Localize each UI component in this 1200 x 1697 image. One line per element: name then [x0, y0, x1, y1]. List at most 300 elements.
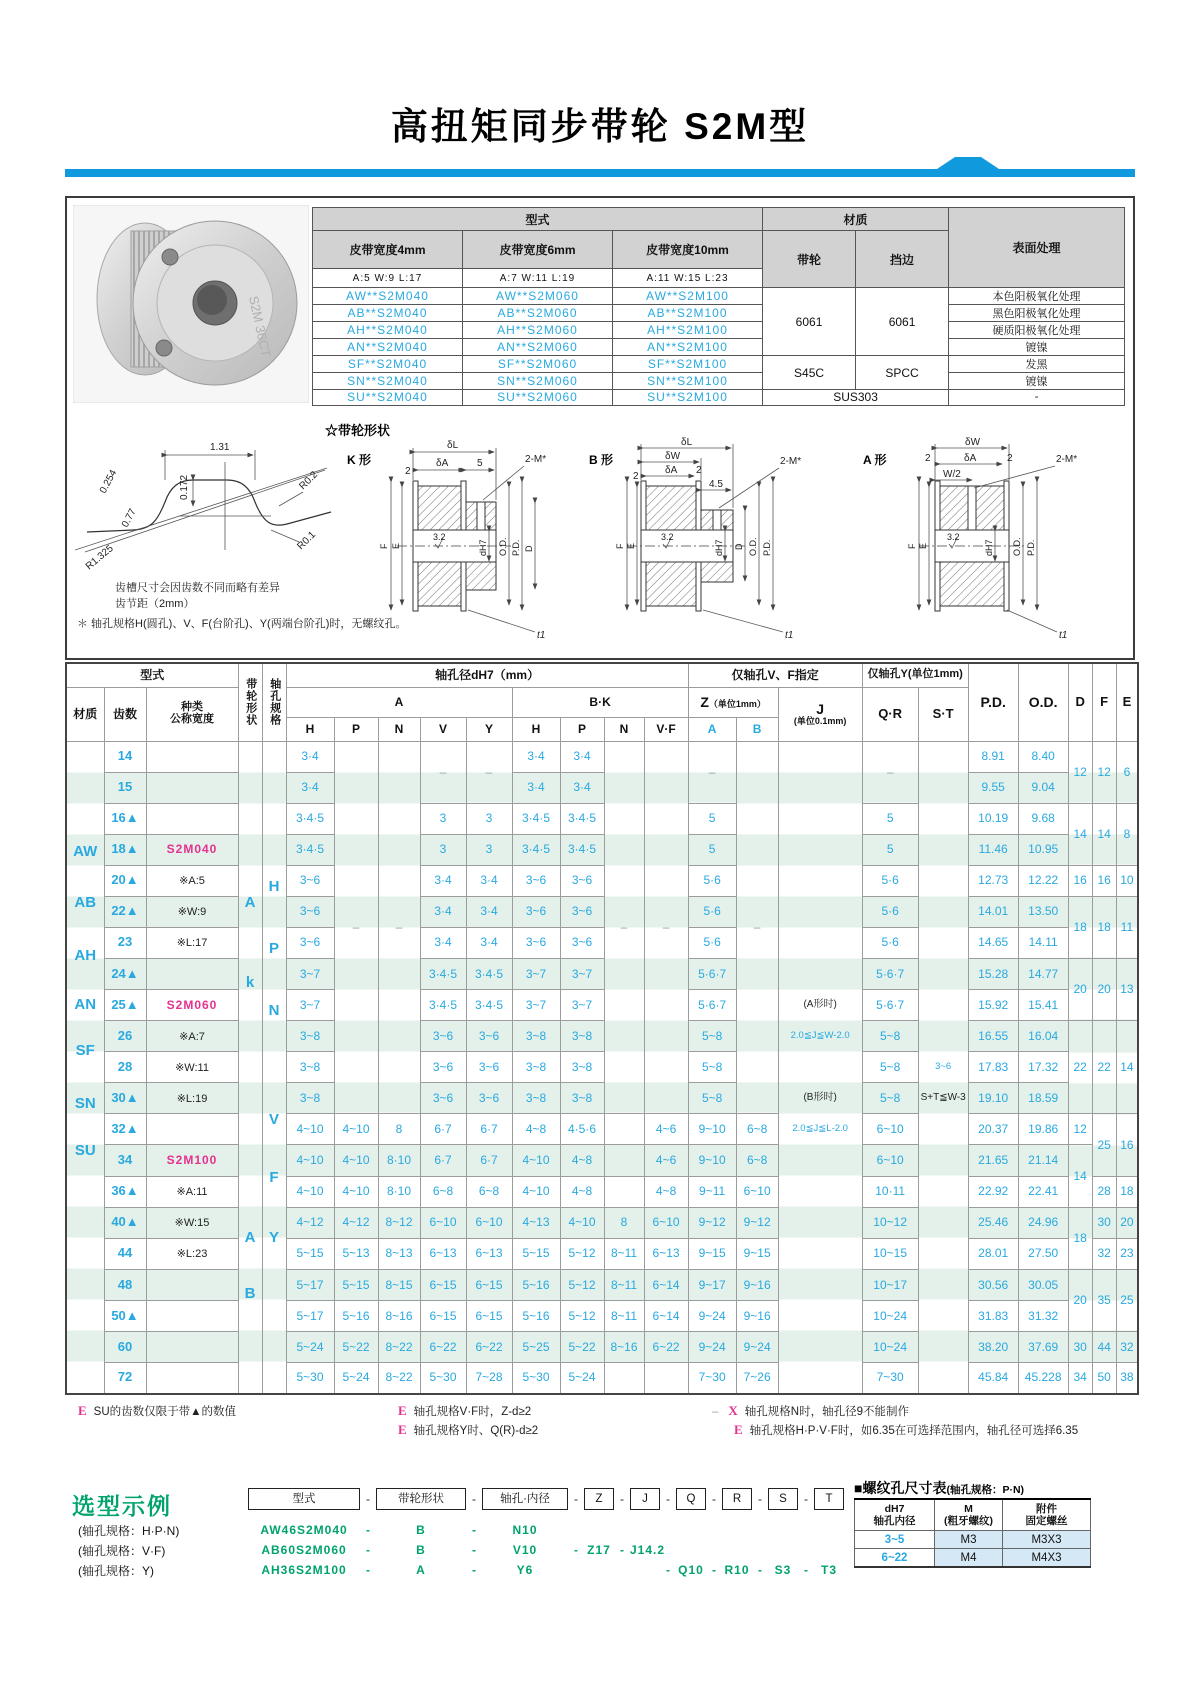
table-cell: 4~8 [512, 1114, 560, 1145]
table-cell: 5~22 [334, 1332, 378, 1363]
table-cell: 3~7 [286, 958, 334, 989]
table-cell: 25▲ [104, 990, 146, 1021]
col-header: P.D. [968, 663, 1018, 741]
table-cell: 32▲ [104, 1114, 146, 1145]
table-cell: 17.83 [968, 1052, 1018, 1083]
table-cell: 5~30 [420, 1363, 466, 1394]
table-cell: M4 [935, 1549, 1003, 1568]
material-cell: 6061 [763, 288, 856, 356]
table-cell: – [420, 741, 466, 803]
table-cell: 15 [104, 772, 146, 803]
table-cell: 30▲ [104, 1083, 146, 1114]
table-cell: 4~6 [644, 1145, 688, 1176]
footnote: – X 轴孔规格N时，轴孔径9不能制作 E 轴孔规格H·P·V·F时，如6.35在可选择范围内，轴孔径可选择6.35 [712, 1403, 1079, 1437]
col-header: Y [466, 717, 512, 741]
table-cell: 3·4·5 [420, 958, 466, 989]
table-cell: 16.55 [968, 1021, 1018, 1052]
table-cell: 5·6 [688, 865, 736, 896]
dash-separator: - [472, 1492, 476, 1506]
table-cell: 5~15 [286, 1238, 334, 1269]
table-cell: 24.96 [1018, 1207, 1068, 1238]
table-cell: 28.01 [968, 1238, 1018, 1269]
table-cell: 8~16 [604, 1332, 644, 1363]
table-cell: 5 [688, 834, 736, 865]
example-rows [78, 1520, 854, 1580]
main-table-header [66, 663, 1138, 741]
table-cell: 20▲ [104, 865, 146, 896]
table-cell: 23 [104, 927, 146, 958]
table-cell: 4~8 [644, 1176, 688, 1207]
dim-label: R1.325 [83, 543, 116, 573]
table-cell: 3~7 [512, 990, 560, 1021]
material-cell: 6061 [856, 288, 949, 356]
table-cell: 17.32 [1018, 1052, 1068, 1083]
table-cell: 3·4 [466, 927, 512, 958]
table-cell: 22▲ [104, 896, 146, 927]
table-cell: 6~13 [420, 1238, 466, 1269]
col-header: A [286, 687, 512, 717]
table-cell: 4~10 [334, 1114, 378, 1145]
example-row: (轴孔规格：H·P·N) AW46S2M040 - B - N10 [78, 1520, 854, 1540]
example-boxes [248, 1488, 844, 1510]
table-cell: – [736, 741, 778, 1114]
dim-label: 2 [1007, 453, 1013, 464]
table-cell: 3~6 [286, 896, 334, 927]
material-cell: SUS303 [763, 390, 949, 406]
table-cell: 10~12 [862, 1207, 918, 1238]
table-cell: 11 [1116, 896, 1138, 958]
table-cell: 6~15 [466, 1301, 512, 1332]
bore-column: H P N V F Y [262, 741, 286, 1394]
table-cell: 12 [1068, 1114, 1092, 1145]
main-table-body [66, 741, 1138, 1394]
table-cell: 8~16 [378, 1301, 420, 1332]
table-cell: 8~13 [378, 1238, 420, 1269]
table-cell: S2M100 [146, 1145, 238, 1176]
product-photo [73, 205, 309, 403]
table-cell: 7~26 [736, 1363, 778, 1394]
table-cell: 38 [1116, 1363, 1138, 1394]
dim-label: δL [447, 440, 459, 451]
table-cell: ※W:11 [146, 1052, 238, 1083]
model-cell: AN**S2M100 [613, 339, 763, 356]
table-cell: 5·6 [862, 865, 918, 896]
table-cell: 3~8 [286, 1052, 334, 1083]
table-cell: 9~15 [688, 1238, 736, 1269]
model-cell: AW**S2M100 [613, 288, 763, 305]
table-cell: ※L:23 [146, 1238, 238, 1269]
example-box: T [814, 1488, 844, 1510]
table-cell: 10~24 [862, 1332, 918, 1363]
table-cell: 6~10 [466, 1207, 512, 1238]
table-cell: M3X3 [1003, 1531, 1091, 1549]
dim-label: R0.1 [295, 529, 319, 553]
table-cell: 6~13 [644, 1238, 688, 1269]
screw-callout: 2-M* [525, 454, 547, 465]
example-box: J [630, 1488, 660, 1510]
col-header: 表面处理 [949, 208, 1125, 288]
model-table [312, 207, 1125, 406]
dim-label: 0.254 [97, 468, 120, 496]
photo-engraving: S2M 36CT [246, 294, 274, 359]
col-header: 皮带宽度10mm [613, 231, 763, 269]
table-cell: 44 [1092, 1332, 1116, 1363]
table-cell: – [466, 741, 512, 803]
table-cell: 45.228 [1018, 1363, 1068, 1394]
example-value: Q10 [678, 1563, 704, 1577]
table-cell: 3~8 [286, 1083, 334, 1114]
table-cell: 18 [1068, 1207, 1092, 1269]
col-header: P [334, 717, 378, 741]
material-cell: SPCC [856, 356, 949, 390]
table-cell: 20 [1116, 1207, 1138, 1238]
table-cell: M4X3 [1003, 1549, 1091, 1568]
col-header: H [286, 717, 334, 741]
dim-label: δW [665, 451, 681, 462]
table-cell: 5~12 [560, 1301, 604, 1332]
example-value: J14.2 [630, 1543, 666, 1557]
dim-label: t1 [1059, 630, 1068, 641]
dash-separator: - [804, 1492, 808, 1506]
dim-label: δA [665, 465, 678, 476]
table-cell: 3·4·5 [560, 803, 604, 834]
dim-label: P.D. [762, 539, 772, 556]
table-cell: 5~8 [862, 1052, 918, 1083]
table-cell: 8~11 [604, 1269, 644, 1300]
table-cell: 14 [104, 741, 146, 772]
dim-label: F [379, 543, 389, 549]
table-cell: 6~10 [420, 1207, 466, 1238]
table-cell: 14 [1068, 803, 1092, 865]
table-cell: 4~10 [334, 1176, 378, 1207]
table-cell: 5~24 [334, 1363, 378, 1394]
table-cell: 50 [1092, 1363, 1116, 1394]
table-cell [604, 1145, 644, 1176]
table-cell: 9~24 [688, 1332, 736, 1363]
col-header: 种类 公称宽度 [146, 687, 238, 741]
table-cell: 3·4·5 [466, 990, 512, 1021]
col-header: P [560, 717, 604, 741]
table-cell: 6 [1116, 741, 1138, 803]
dim-label: D [734, 543, 744, 550]
table-cell: 6~14 [644, 1269, 688, 1300]
col-header: A [688, 717, 736, 741]
col-header: J (单位0.1mm) [778, 687, 862, 741]
example-box: 带轮形状 [376, 1488, 466, 1510]
table-cell: 20 [1068, 958, 1092, 1020]
table-cell: ※A:11 [146, 1176, 238, 1207]
table-cell: 11.46 [968, 834, 1018, 865]
example-row: (轴孔规格：V·F) AB60S2M060 - B - V10 - Z17 - J14.2 [78, 1543, 666, 1558]
table-cell: 16 [1116, 1114, 1138, 1176]
dim-label: P.D. [1026, 539, 1036, 556]
material-cell: S45C [763, 356, 856, 390]
table-cell: 27.50 [1018, 1238, 1068, 1269]
table-cell: 16 [1068, 865, 1092, 896]
example-value: T3 [820, 1563, 837, 1577]
table-cell: 5~8 [862, 1021, 918, 1052]
table-cell: 10 [1116, 865, 1138, 896]
table-cell: 8·10 [378, 1145, 420, 1176]
table-cell: 8.40 [1018, 741, 1068, 772]
table-cell: 4~13 [512, 1207, 560, 1238]
table-cell: 4~10 [560, 1207, 604, 1238]
table-cell: ※L:19 [146, 1083, 238, 1114]
table-cell: 3·4·5 [286, 834, 334, 865]
bore-label: dH7 [478, 539, 488, 556]
table-cell: 6~14 [644, 1301, 688, 1332]
example-value: B [416, 1543, 426, 1557]
table-cell: 9.68 [1018, 803, 1068, 834]
screw-table-title: ■螺纹孔尺寸表(轴孔规格：P·N) [854, 1480, 1025, 1496]
table-cell: 3~7 [560, 958, 604, 989]
surface-cell: 镀镍 [949, 339, 1125, 356]
dim-label: 2 [925, 453, 931, 464]
table-cell [146, 772, 238, 803]
dim-label: D [524, 545, 534, 552]
table-cell: 3·4 [560, 741, 604, 772]
table-cell: 13.50 [1018, 896, 1068, 927]
col-header: S·T [918, 687, 968, 741]
dim-label: O.D. [498, 537, 508, 556]
size-spec: A:11 W:15 L:23 [613, 269, 763, 288]
table-cell: 6~8 [736, 1114, 778, 1145]
table-cell: 4~10 [512, 1176, 560, 1207]
main-table-wrap [65, 662, 1139, 1395]
table-cell: 9.55 [968, 772, 1018, 803]
table-cell: 3~7 [512, 958, 560, 989]
table-cell: 18 [1068, 896, 1092, 958]
table-cell: 8~11 [604, 1301, 644, 1332]
table-cell: S2M060 [146, 990, 238, 1021]
table-cell: 4~8 [560, 1145, 604, 1176]
col-header: 仅轴孔V、F指定 [688, 663, 862, 687]
table-cell: 60 [104, 1332, 146, 1363]
table-cell: 4~10 [512, 1145, 560, 1176]
dim-label: 2 [633, 471, 639, 482]
table-cell: 6~22 [644, 1332, 688, 1363]
col-header: 轴孔规格 [262, 663, 286, 741]
table-cell: 8~15 [378, 1269, 420, 1300]
drawing-title: B 形 [589, 453, 614, 467]
table-cell: – [378, 741, 420, 1114]
table-cell: 50▲ [104, 1301, 146, 1332]
size-spec: A:5 W:9 L:17 [313, 269, 463, 288]
col-header: N [604, 717, 644, 741]
col-header: B·K [512, 687, 688, 717]
table-cell: 5~15 [334, 1269, 378, 1300]
table-cell: 22 [1092, 1021, 1116, 1114]
table-cell: 5~25 [512, 1332, 560, 1363]
table-cell: 5~16 [512, 1301, 560, 1332]
table-cell: 3~8 [512, 1083, 560, 1114]
table-cell: 5~12 [560, 1238, 604, 1269]
model-cell: AN**S2M040 [313, 339, 463, 356]
table-cell: 3~8 [512, 1052, 560, 1083]
table-cell: 25.46 [968, 1207, 1018, 1238]
size-spec: A:7 W:11 L:19 [463, 269, 613, 288]
table-cell: 5·6 [862, 896, 918, 927]
table-cell: 18 [1092, 896, 1116, 958]
table-cell: 44 [104, 1238, 146, 1269]
table-cell: 3~6 [560, 896, 604, 927]
dim-label: 2 [405, 466, 411, 477]
table-cell: 3~6 [560, 927, 604, 958]
table-cell: 5~30 [512, 1363, 560, 1394]
example-value: Z17 [587, 1543, 611, 1557]
table-cell: 3~8 [560, 1052, 604, 1083]
dash-separator: - [574, 1492, 578, 1506]
table-cell: 19.10 [968, 1083, 1018, 1114]
table-cell: 5~22 [560, 1332, 604, 1363]
table-cell: 5·6 [862, 927, 918, 958]
roughness-mark: 3.2 [661, 532, 674, 542]
example-label: (轴孔规格：Y) [78, 1563, 154, 1578]
table-cell: 32 [1116, 1332, 1138, 1363]
col-header: F [1092, 663, 1116, 741]
model-cell: SU**S2M040 [313, 390, 463, 406]
main-table [65, 662, 1139, 1395]
table-cell: 28 [1092, 1176, 1116, 1207]
example-value: B [416, 1523, 426, 1537]
surface-cell: 发黑 [949, 356, 1125, 373]
table-cell: 3~6 [286, 927, 334, 958]
table-cell: 22.41 [1018, 1176, 1068, 1207]
table-cell: 5·6·7 [862, 990, 918, 1021]
example-value: Y6 [516, 1563, 534, 1577]
table-cell: 5~15 [512, 1238, 560, 1269]
table-cell: 9~10 [688, 1145, 736, 1176]
model-table-wrap [312, 207, 1125, 406]
table-cell: 3~8 [560, 1021, 604, 1052]
table-cell: 30 [1068, 1332, 1092, 1363]
model-cell: AH**S2M100 [613, 322, 763, 339]
table-cell: 5~8 [688, 1083, 736, 1114]
example-box: 型式 [248, 1488, 360, 1510]
table-cell: 7~30 [688, 1363, 736, 1394]
table-cell: 3 [466, 834, 512, 865]
col-header: Q·R [862, 687, 918, 741]
model-cell: SU**S2M060 [463, 390, 613, 406]
table-cell: 5~8 [688, 1021, 736, 1052]
model-cell: AW**S2M060 [463, 288, 613, 305]
table-cell: ※L:17 [146, 927, 238, 958]
table-cell: 4~8 [560, 1176, 604, 1207]
table-cell: 9.04 [1018, 772, 1068, 803]
screw-callout: 2-M* [1056, 454, 1078, 465]
col-header: 皮带宽度4mm [313, 231, 463, 269]
table-cell: 5~24 [286, 1332, 334, 1363]
table-cell: 6·7 [420, 1145, 466, 1176]
col-header: 型式 [66, 663, 238, 687]
table-cell: 5·6·7 [862, 958, 918, 989]
st-column: 3~6 S+T≦W-3 [918, 741, 968, 1394]
table-cell: 4~12 [334, 1207, 378, 1238]
table-cell: ※W:9 [146, 896, 238, 927]
model-cell: SN**S2M100 [613, 373, 763, 390]
table-cell: 4·5·6 [560, 1114, 604, 1145]
table-cell: 14 [1068, 1145, 1092, 1207]
table-cell: 25 [1116, 1269, 1138, 1331]
table-cell: 5~8 [688, 1052, 736, 1083]
example-value: R10 [724, 1563, 750, 1577]
col-header: dH7 轴孔内径 [855, 1499, 935, 1531]
content-frame [65, 196, 1135, 660]
table-cell: 24▲ [104, 958, 146, 989]
table-cell: 3~6 [420, 1021, 466, 1052]
table-cell: 9~15 [736, 1238, 778, 1269]
accent-rule [65, 156, 1135, 182]
table-cell: 3 [420, 834, 466, 865]
table-cell: 5·6 [688, 896, 736, 927]
table-cell [146, 803, 238, 834]
dim-label: t1 [785, 630, 794, 641]
model-cell: SF**S2M060 [463, 356, 613, 373]
shape-column: A k A B [238, 741, 262, 1394]
profile-note-2: 齿节距（2mm） [115, 598, 195, 610]
table-cell: 35 [1092, 1269, 1116, 1331]
table-cell: 5~16 [512, 1269, 560, 1300]
table-cell: 6~8 [420, 1176, 466, 1207]
dim-label: 2 [696, 465, 702, 476]
example-box: Z [584, 1488, 614, 1510]
dim-label: F [907, 543, 917, 549]
col-header: 皮带宽度6mm [463, 231, 613, 269]
table-cell: 3~7 [286, 990, 334, 1021]
table-cell: 3~7 [560, 990, 604, 1021]
table-cell [644, 1363, 688, 1394]
col-header: Z（单位1mm） [688, 687, 778, 717]
table-cell: 5~17 [286, 1301, 334, 1332]
dash-separator: - [758, 1492, 762, 1506]
table-cell: 12.22 [1018, 865, 1068, 896]
dim-label: 4.5 [709, 479, 723, 490]
example-box: S [768, 1488, 798, 1510]
table-cell: 30.05 [1018, 1269, 1068, 1300]
dim-label: 5 [477, 458, 483, 469]
table-cell: 10.19 [968, 803, 1018, 834]
table-cell: 16.04 [1018, 1021, 1068, 1052]
table-cell: 9~11 [688, 1176, 736, 1207]
table-cell: 3·4·5 [512, 834, 560, 865]
profile-note-1: 齿槽尺寸会因齿数不同而略有差异 [115, 582, 280, 594]
table-cell: 21.14 [1018, 1145, 1068, 1176]
table-cell: 5~17 [286, 1269, 334, 1300]
table-cell: 3·4·5 [512, 803, 560, 834]
table-cell: 5~13 [334, 1238, 378, 1269]
table-cell: 3·4 [420, 896, 466, 927]
col-header: 仅轴孔Y(单位1mm) [862, 663, 968, 687]
table-cell: 8·10 [378, 1176, 420, 1207]
table-cell: 3·4 [286, 772, 334, 803]
col-header: 附件 固定螺丝 [1003, 1499, 1091, 1531]
example-value: AW46S2M040 [260, 1523, 348, 1537]
model-cell: AB**S2M100 [613, 305, 763, 322]
table-cell: 20 [1092, 958, 1116, 1020]
example-title: 选型示例 [72, 1493, 172, 1519]
table-cell: 9~12 [688, 1207, 736, 1238]
dim-label: t1 [537, 630, 546, 641]
col-header: 型式 [313, 208, 763, 231]
dim-label: R0.2 [297, 469, 321, 493]
dim-label: F [615, 543, 625, 549]
table-cell: 25 [1092, 1114, 1116, 1176]
table-cell: 9~24 [736, 1332, 778, 1363]
table-cell [146, 1269, 238, 1300]
col-header: 材质 [66, 687, 104, 741]
shape-drawing-k [339, 434, 577, 654]
col-header: N [378, 717, 420, 741]
